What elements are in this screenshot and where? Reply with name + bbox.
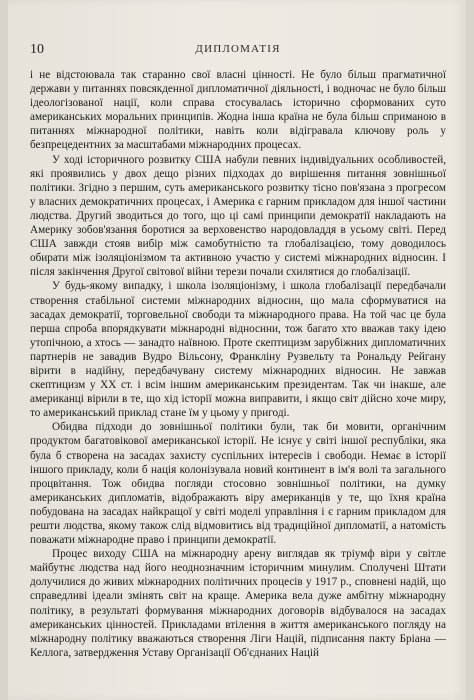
running-title: ДИПЛОМАТІЯ [195, 43, 281, 55]
paragraph-1: і не відстоювала так старанно свої власні цінності. Не було більш прагматичної держави у питаннях повсякденної дипломатичної діяльності, і водночас не було більш ідеологізованої нації, коли справа стосувалась історично сформованих суто американських моральних принципів. Жодна інша країна не була більш сприманою в питаннях міжнародної політики, навіть коли відігравала ключову роль у безпрецедентних за масштабами міжнародних процесах. [30, 69, 446, 152]
book-page [8, 0, 466, 700]
paragraph-3: У будь-якому випадку, і школа ізоляціонізму, і школа глобалізації передбачали створення стабільної системи міжнародних відносин, що мала сформуватися на засадах демократії, торговельної свободи та міжнародного права. На той час це була перша спроба впорядкувати міжнародні відносини, тож багато хто вважав таку ідею утопічною, а хтось — занадто наївною. Проте скептицизм зарубіжних дипломатичних партнерів не завадив Вудро Вільсону, Франкліну Рузвельту та Рональду Рейгану вірити в надійну, передбачувану систему міжнародних відносин. Не завжав скептицизм у XX ст. і всім іншим американським президентам. Так чи інакше, але американці вірили в те, що хід історії можна виправити, і якщо світ дійсно хоче миру, то американський приклад стане їм у цьому у пригоді. [30, 280, 446, 420]
page-number: 10 [30, 42, 44, 57]
body-text [30, 68, 446, 660]
paragraph-4: Обидва підходи до зовнішньої політики були, так би мовити, органічним продуктом багатовікової американської історії. Не існує у світі іншої республіки, яка була б створена на засадах захисту суспільних інтересів і свободи. Немає в історії іншого прикладу, коли б нація колонізувала новий континент в ім'я волі та загального процвітання. Тож обидва погляди стосовно зовнішньої політики, на думку американських дипломатів, відображають віру американців у те, що їхня країна побудована на засадах найкращої у світі моделі управління і є гарним прикладом для решти людства, якому також слід відмовитись від традиційної дипломатії, а натомість поважати міжнародне право і принципи демократії. [30, 421, 446, 547]
page-header [30, 42, 446, 58]
paragraph-5: Процес виходу США на міжнародну арену виглядав як тріумф віри у світле майбутнє людства над його неоднозначним історичним минулим. Сполучені Штати долучилися до живих міжнародних політичних процесів у 1917 р., сповнені надій, що справедливі ідеали змінять світ на краще. Америка вела дуже амбітну міжнародну політику, в результаті формування міжнародних договорів відбувалося на засадах американських цінностей. Прикладами втілення в життя американського погляду на міжнародну політику вважаються створення Ліги Націй, підписання пакту Бріана — Келлога, затвердження Уставу Організації Об'єднаних Націй [30, 548, 446, 659]
paragraph-2: У ході історичного розвитку США набули певних індивідуальних особливостей, які проявились у двох дещо різних підходах до вирішення питання зовнішньої політики. Згідно з першим, суть американського розвитку тісно пов'язана з прогресом у власних демократичних процесах, і Америка є гарним прикладом для іншої частини людства. Другий зводиться до того, що ці самі принципи демократії накладають на Америку зобов'язання боротися за верховенство народовладдя в усьому світі. Перед США завжди стояв вибір між самобутністю та глобалізацією, тому доводилось обирати між ізоляціонізмом та активною участю у системі міжнародних відносин. І після закінчення Другої світової війни терези почали схилятися до глобалізації. [30, 153, 446, 279]
